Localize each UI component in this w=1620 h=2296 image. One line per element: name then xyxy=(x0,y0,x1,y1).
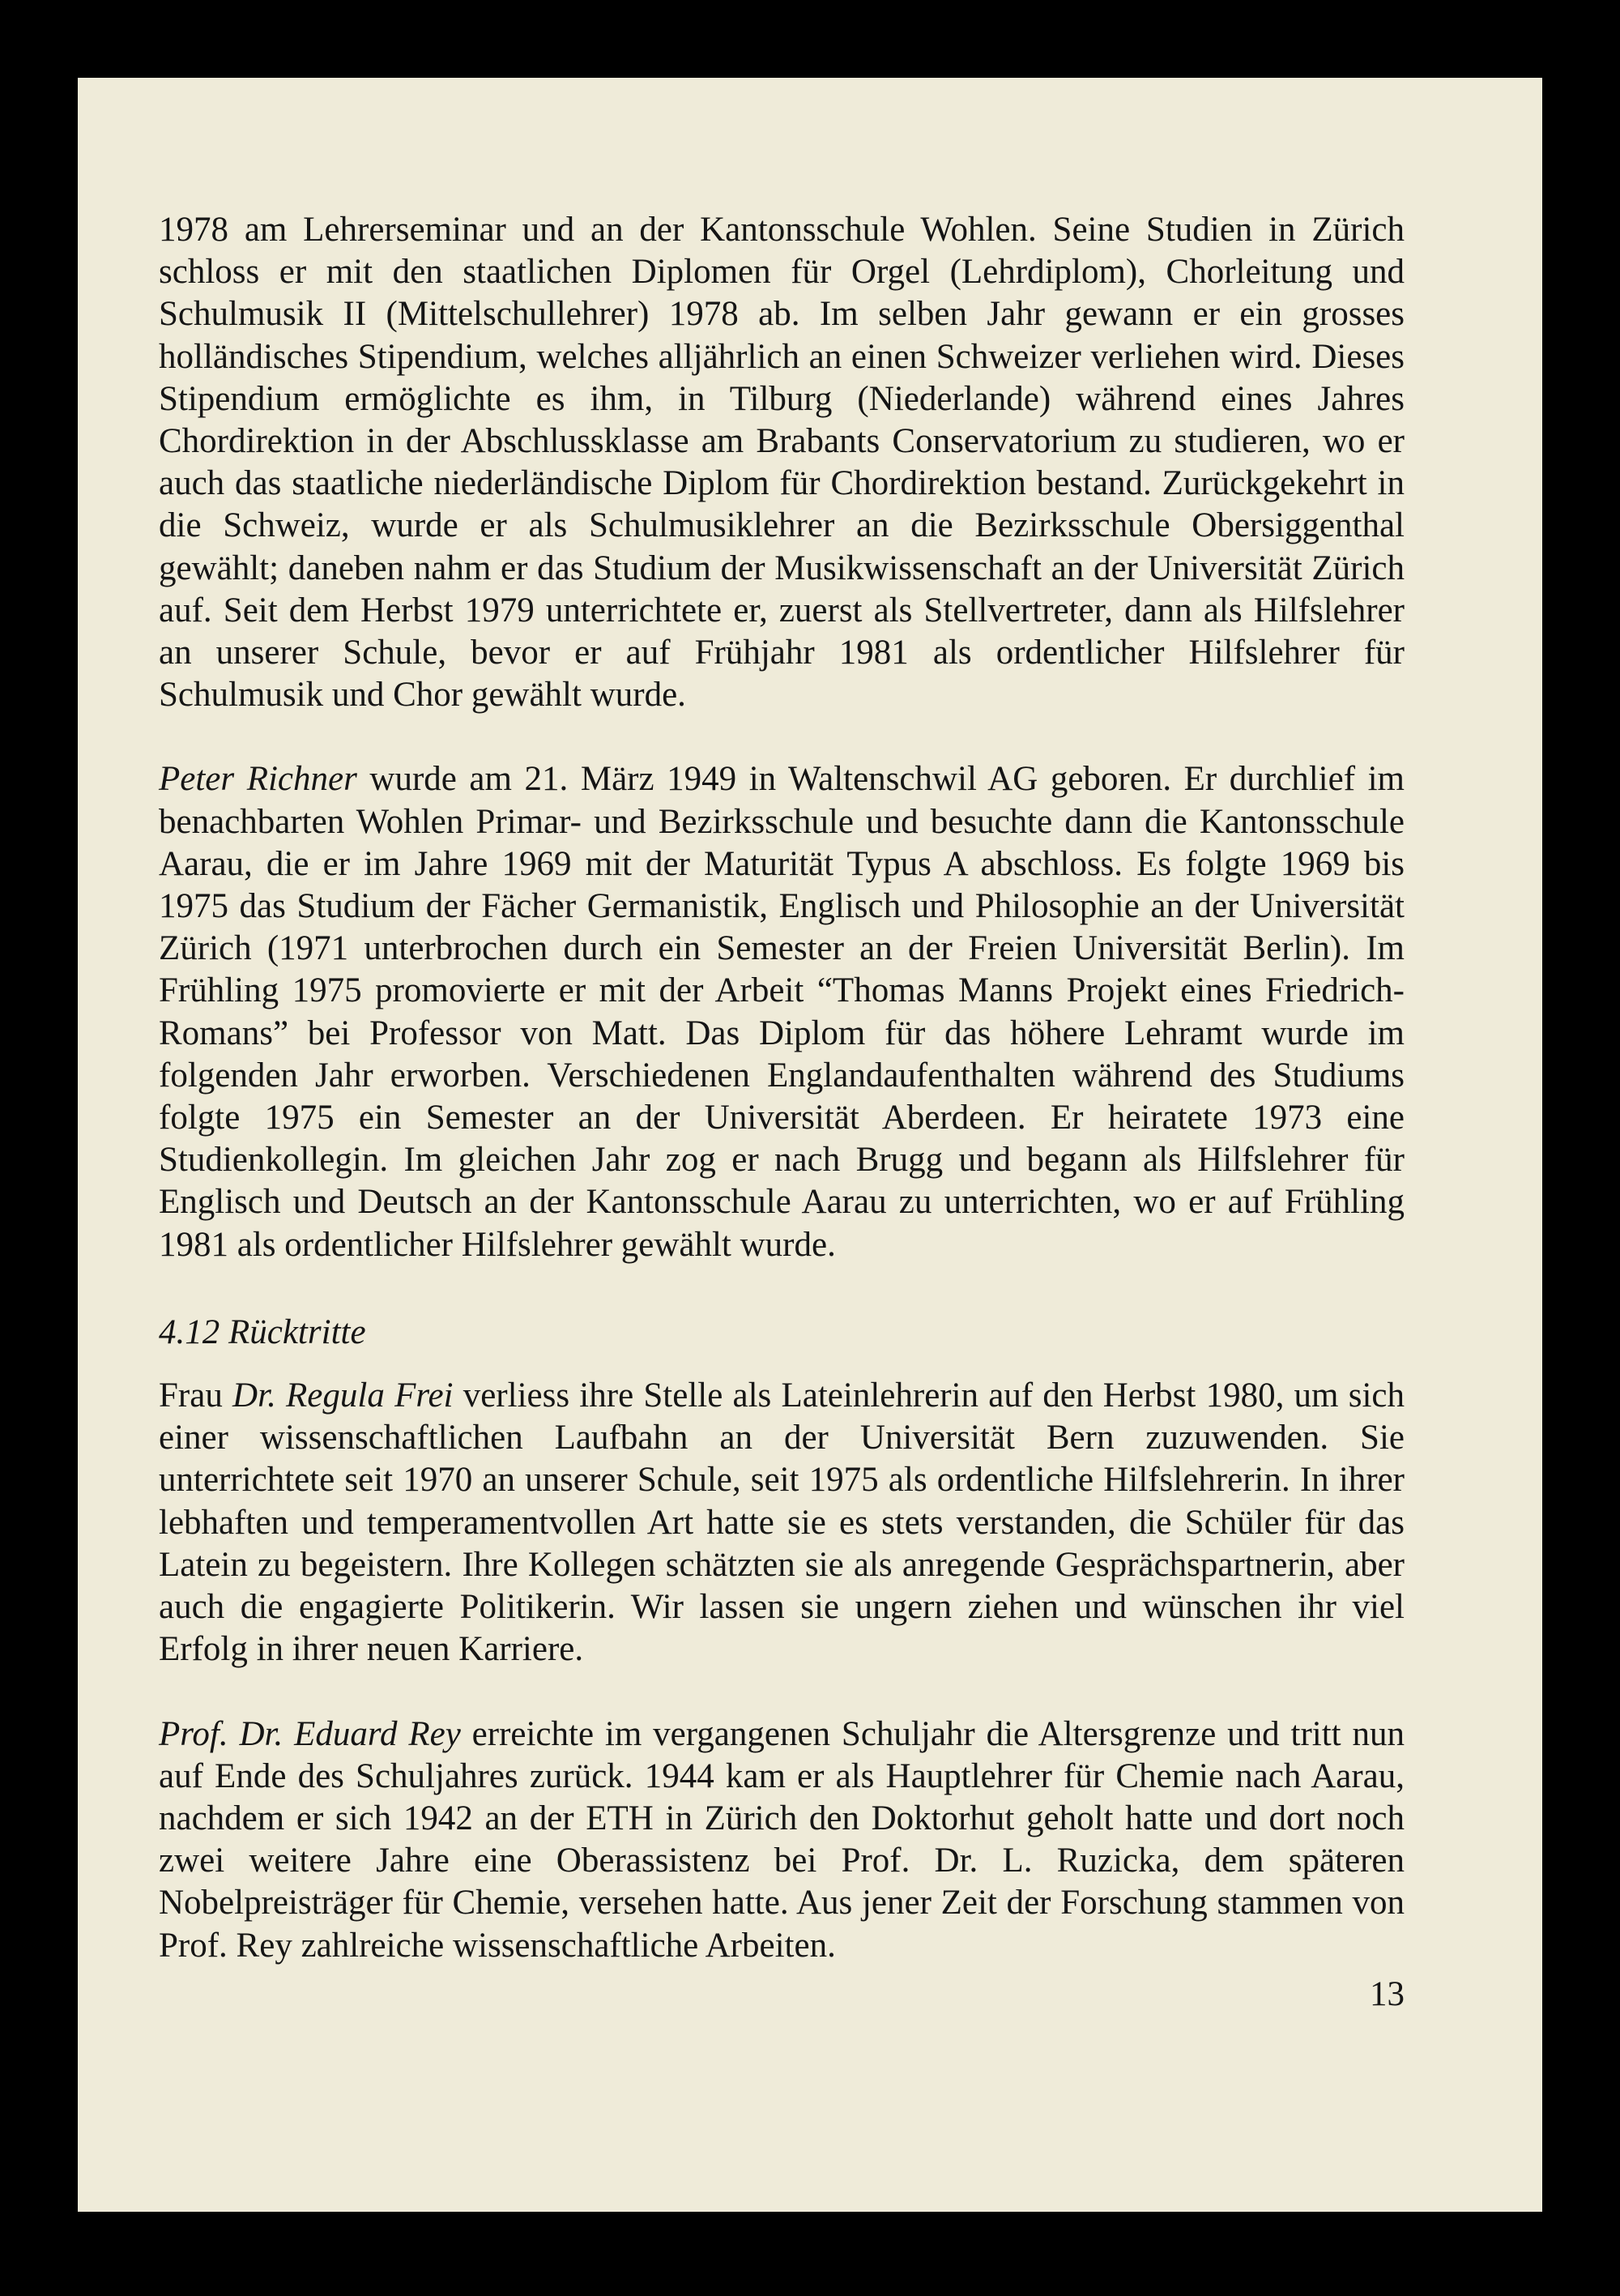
paragraph-eduard-rey-text: erreichte im vergangenen Schuljahr die Altersgrenze und tritt nun auf Ende des Schuljahres zurück. 1944 kam er als Hauptlehrer für Chemie nach Aarau, nachdem er sich 1942 an der ETH in Zürich den Doktorhut geholt hatte und dort noch zwei weitere Jahre eine Oberassistenz bei Prof. Dr. L. Ruzicka, dem späteren Nobelpreisträger für Chemie, versehen hatte. Aus jener Zeit der Forschung stammen von Prof. Rey zahlreiche wissenschaftliche Arbeiten. xyxy=(159,1714,1405,1965)
paragraph-peter-richner xyxy=(159,758,1405,1265)
page-number: 13 xyxy=(1370,1975,1405,2013)
section-heading-ruecktritte: 4.12 Rücktritte xyxy=(159,1312,366,1351)
paragraph-eduard-rey xyxy=(159,1713,1405,1967)
name-eduard-rey: Prof. Dr. Eduard Rey xyxy=(159,1714,461,1753)
paragraph-regula-frei-prefix: Frau xyxy=(159,1376,233,1415)
paragraph-peter-richner-text: wurde am 21. März 1949 in Waltenschwil AG geboren. Er durchlief im benachbarten Wohlen Primar- und Bezirksschule und besuchte dann die Kantonsschule Aarau, die er im Jahre 1969 mit der Maturität Typus A abschloss. Es folgte 1969 bis 1975 das Studium der Fächer Germanistik, Englisch und Philosophie an der Universität Zürich (1971 unterbrochen durch ein Semester an der Freien Universität Berlin). Im Frühling 1975 promovierte er mit der Arbeit “Thomas Manns Projekt eines Friedrich-Romans” bei Professor von Matt. Das Diplom für das höhere Lehramt wurde im folgenden Jahr erworben. Verschiedenen Englandaufenthalten während des Studiums folgte 1975 ein Semester an der Universität Aberdeen. Er heiratete 1973 eine Studienkollegin. Im gleichen Jahr zog er nach Brugg und begann als Hilfslehrer für Englisch und Deutsch an der Kantonsschule Aarau zu unterrichten, wo er auf Frühling 1981 als ordentlicher Hilfslehrer gewählt wurde. xyxy=(159,760,1405,1264)
name-regula-frei: Dr. Regula Frei xyxy=(232,1376,454,1415)
paragraph-regula-frei-text: verliess ihre Stelle als Lateinlehrerin auf den Herbst 1980, um sich einer wissenschaftlichen Laufbahn an der Universität Bern zuzuwenden. Sie unterrichtete seit 1970 an unserer Schule, seit 1975 als ordentliche Hilfslehrerin. In ihrer lebhaften und temperamentvollen Art hatte sie es stets verstanden, die Schüler für das Latein zu begeistern. Ihre Kollegen schätzten sie als anregende Gesprächspartnerin, aber auch die engagierte Politikerin. Wir lassen sie ungern ziehen und wünschen ihr viel Erfolg in ihrer neuen Karriere. xyxy=(159,1376,1405,1669)
paragraph-schulmusik-biography: 1978 am Lehrerseminar und an der Kantonsschule Wohlen. Seine Studien in Zürich schloss er mit den staatlichen Diplomen für Orgel (Lehrdiplom), Chorleitung und Schulmusik II (Mittelschullehrer) 1978 ab. Im selben Jahr gewann er ein grosses holländisches Stipendium, welches alljährlich an einen Schweizer verliehen wird. Dieses Stipendium ermöglichte es ihm, in Tilburg (Niederlande) während eines Jahres Chordirektion in der Abschlussklasse am Brabants Conservatorium zu studieren, wo er auch das staatliche niederländische Diplom für Chordirektion bestand. Zurückgekehrt in die Schweiz, wurde er als Schulmusiklehrer an die Bezirksschule Obersiggenthal gewählt; daneben nahm er das Studium der Musikwissenschaft an der Universität Zürich auf. Seit dem Herbst 1979 unterrichtete er, zuerst als Stellvertreter, dann als Hilfslehrer an unserer Schule, bevor er auf Frühjahr 1981 als ordentlicher Hilfslehrer für Schulmusik und Chor gewählt wurde. xyxy=(159,211,1405,715)
name-peter-richner: Peter Richner xyxy=(159,760,357,799)
paragraph-regula-frei xyxy=(159,1375,1405,1671)
document-page xyxy=(78,78,1542,2212)
